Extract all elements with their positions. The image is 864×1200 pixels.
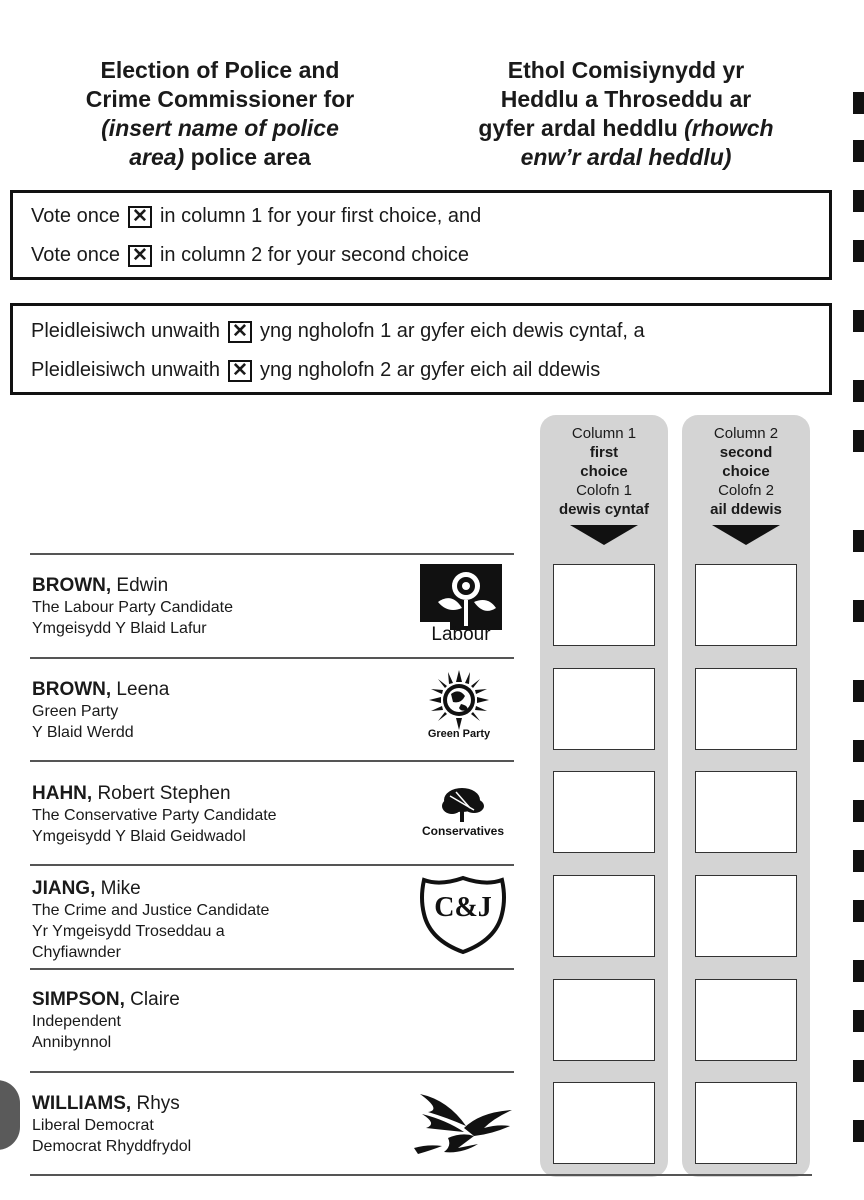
column-1-header: [540, 424, 668, 519]
candidate-name: [32, 988, 180, 1011]
candidate-name: [32, 1092, 191, 1115]
welsh-title-line4: enw’r ardal heddlu): [520, 144, 732, 170]
instructions-english-box: [10, 190, 832, 280]
green-party-logo-text: Green Party: [427, 728, 491, 740]
vote-box-candidate-5-column-1[interactable]: [553, 979, 655, 1061]
conservative-tree-icon: [412, 786, 514, 824]
labour-logo: [418, 562, 504, 650]
candidate-name: [32, 877, 269, 900]
edge-mark: [853, 600, 864, 622]
x-mark-icon: ✕: [128, 245, 152, 267]
edge-mark: [853, 92, 864, 114]
instruction-text: in column 1 for your first choice, and: [159, 205, 482, 227]
english-title-line3: (insert name of police: [101, 115, 339, 141]
column-header-text: Colofn 2: [718, 482, 774, 499]
instruction-text: Vote once: [31, 205, 120, 227]
candidate-surname: BROWN,: [32, 679, 112, 700]
instruction-text: yng ngholofn 1 ar gyfer eich dewis cyntaf, a: [259, 320, 645, 342]
candidate-surname: JIANG,: [32, 878, 96, 899]
candidate-row: [32, 678, 169, 743]
instruction-text: in column 2 for your second choice: [159, 244, 470, 266]
instruction-text: Pleidleisiwch unwaith: [31, 359, 220, 381]
candidate-description: Independent: [32, 1013, 121, 1030]
edge-mark: [853, 850, 864, 872]
candidate-forename: Leena: [111, 679, 170, 700]
candidate-forename: Claire: [124, 989, 180, 1010]
column-header-text: first: [589, 444, 619, 461]
edge-mark: [853, 1010, 864, 1032]
x-mark-icon: ✕: [228, 321, 252, 343]
edge-mark: [853, 240, 864, 262]
instruction-cy-line1: [31, 320, 645, 343]
column-header-text: second: [719, 444, 773, 461]
vote-box-candidate-6-column-1[interactable]: [553, 1082, 655, 1164]
edge-mark: [853, 140, 864, 162]
edge-mark: [853, 430, 864, 452]
crime-justice-logo-text: C&J: [434, 892, 492, 923]
crime-justice-logo: [416, 874, 510, 956]
candidate-surname: WILLIAMS,: [32, 1093, 132, 1114]
english-title-line4-italic: area): [129, 144, 185, 170]
row-separator: [30, 864, 514, 866]
edge-mark: [853, 1060, 864, 1082]
row-separator: [30, 760, 514, 762]
edge-mark: [853, 380, 864, 402]
candidate-description-welsh: Y Blaid Werdd: [32, 724, 134, 741]
candidate-forename: Mike: [95, 878, 141, 899]
arrow-down-icon: [570, 525, 638, 545]
arrow-down-icon: [712, 525, 780, 545]
edge-mark: [853, 530, 864, 552]
column-header-text: Column 2: [713, 425, 779, 442]
candidate-surname: BROWN,: [32, 575, 112, 596]
english-title: [20, 56, 420, 172]
vote-box-candidate-2-column-1[interactable]: [553, 668, 655, 750]
column-header-text: choice: [580, 463, 628, 480]
vote-box-candidate-5-column-2[interactable]: [695, 979, 797, 1061]
candidate-row: [32, 988, 180, 1053]
floating-handle[interactable]: [0, 1080, 20, 1150]
candidate-row: [32, 877, 269, 963]
conservatives-logo: [412, 786, 514, 842]
row-separator: [30, 657, 514, 659]
vote-box-candidate-6-column-2[interactable]: [695, 1082, 797, 1164]
candidate-name: [32, 782, 277, 805]
instruction-text: Vote once: [31, 244, 120, 266]
candidate-name: [32, 678, 169, 701]
vote-box-candidate-1-column-2[interactable]: [695, 564, 797, 646]
welsh-title-line3-italic: (rhowch: [684, 115, 774, 141]
candidate-surname: HAHN,: [32, 783, 93, 804]
edge-mark: [853, 960, 864, 982]
instruction-en-line1: [31, 205, 481, 228]
edge-mark: [853, 900, 864, 922]
vote-box-candidate-4-column-2[interactable]: [695, 875, 797, 957]
lib-dem-bird-icon: [408, 1088, 516, 1158]
instruction-en-line2: [31, 244, 469, 267]
candidate-description-welsh: Ymgeisydd Y Blaid Lafur: [32, 620, 207, 637]
candidate-row: [32, 574, 233, 639]
x-mark-icon: ✕: [128, 206, 152, 228]
candidate-description-welsh-cont: Chyfiawnder: [32, 944, 121, 961]
edge-mark: [853, 310, 864, 332]
column-header-text: dewis cyntaf: [558, 501, 650, 518]
edge-mark: [853, 740, 864, 762]
row-separator: [30, 968, 514, 970]
column-header-text: Column 1: [571, 425, 637, 442]
vote-box-candidate-2-column-2[interactable]: [695, 668, 797, 750]
vote-box-candidate-1-column-1[interactable]: [553, 564, 655, 646]
candidate-description-welsh: Democrat Rhyddfrydol: [32, 1138, 192, 1155]
welsh-title: [420, 56, 832, 172]
candidate-description-welsh: Yr Ymgeisydd Troseddau a: [32, 923, 225, 940]
edge-mark: [853, 800, 864, 822]
candidate-surname: SIMPSON,: [32, 989, 125, 1010]
instruction-text: yng ngholofn 2 ar gyfer eich ail ddewis: [259, 359, 601, 381]
candidate-description: Green Party: [32, 703, 119, 720]
vote-box-candidate-3-column-1[interactable]: [553, 771, 655, 853]
welsh-title-line3-plain: gyfer ardal heddlu: [478, 115, 685, 141]
welsh-title-line1: Ethol Comisiynydd yr: [507, 57, 745, 83]
candidate-description: Liberal Democrat: [32, 1117, 154, 1134]
candidate-forename: Robert Stephen: [92, 783, 231, 804]
column-2-header: [682, 424, 810, 519]
english-title-line2: Crime Commissioner for: [85, 86, 355, 112]
conservatives-logo-text: Conservatives: [421, 824, 505, 838]
candidate-description: The Conservative Party Candidate: [32, 807, 277, 824]
candidate-forename: Edwin: [111, 575, 169, 596]
english-title-line4-rest: police area: [184, 144, 311, 170]
green-party-logo: [415, 668, 503, 748]
candidate-row: [32, 782, 277, 847]
lib-dem-logo: [408, 1088, 516, 1158]
row-separator: [30, 1071, 514, 1073]
edge-mark: [853, 1120, 864, 1142]
column-header-text: choice: [722, 463, 770, 480]
instructions-welsh-box: [10, 303, 832, 395]
welsh-title-line2: Heddlu a Throseddu ar: [500, 86, 752, 112]
column-header-text: Colofn 1: [576, 482, 632, 499]
vote-box-candidate-3-column-2[interactable]: [695, 771, 797, 853]
candidate-description-welsh: Annibynnol: [32, 1034, 112, 1051]
candidate-forename: Rhys: [131, 1093, 180, 1114]
english-title-line1: Election of Police and: [100, 57, 340, 83]
candidate-description: The Crime and Justice Candidate: [32, 902, 270, 919]
edge-mark: [853, 680, 864, 702]
candidate-name: [32, 574, 233, 597]
column-header-text: ail ddewis: [710, 501, 782, 518]
edge-mark: [853, 190, 864, 212]
vote-box-candidate-4-column-1[interactable]: [553, 875, 655, 957]
candidate-description-welsh: Ymgeisydd Y Blaid Geidwadol: [32, 828, 246, 845]
instruction-cy-line2: [31, 359, 600, 382]
instruction-text: Pleidleisiwch unwaith: [31, 320, 220, 342]
row-separator: [30, 553, 514, 555]
x-mark-icon: ✕: [228, 360, 252, 382]
row-separator: [30, 1174, 812, 1176]
candidate-row: [32, 1092, 191, 1157]
labour-logo-text: Labour: [431, 624, 491, 645]
candidate-description: The Labour Party Candidate: [32, 599, 234, 616]
